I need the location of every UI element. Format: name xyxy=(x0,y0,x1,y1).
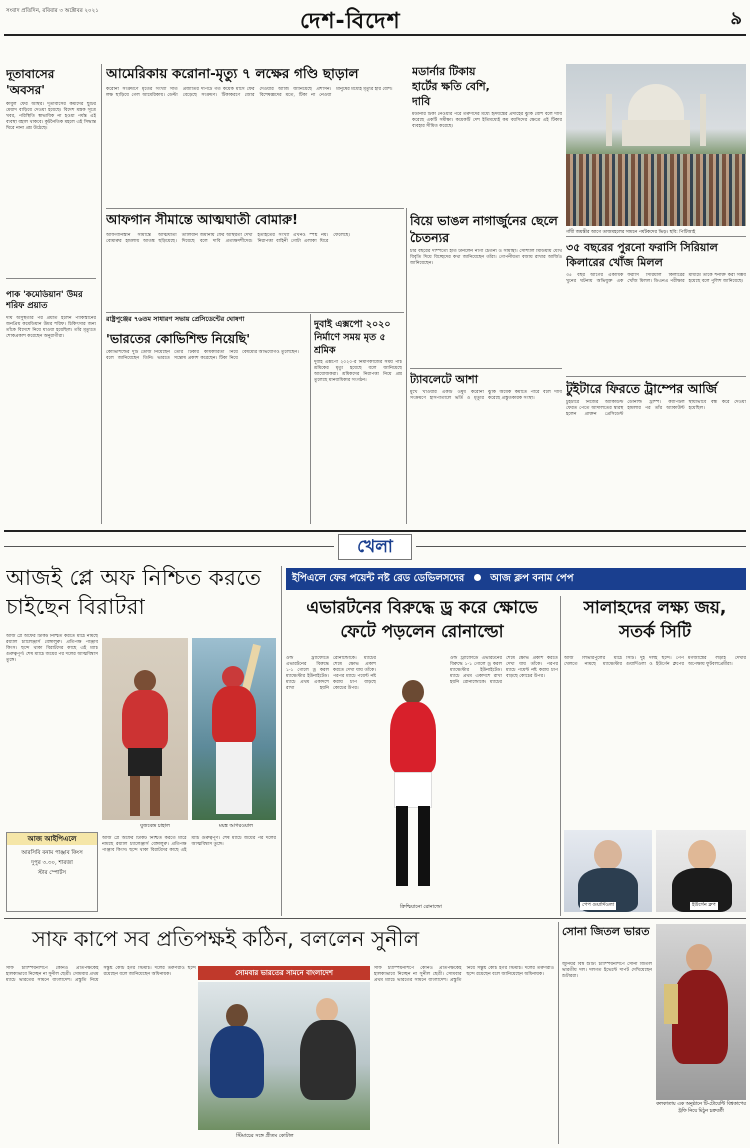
story-dubai xyxy=(314,318,402,522)
paris-body: ৩৫ বছর আগের একাধিক খুনের ঘটনায় অভিযুক্ত এক ফরাসি সিরিয়াল কিলারের খোঁজ মিলল। ডিএনএ পরীক্ষার মাধ্যমে তাকে শনাক্ত করা সম্ভব হয়েছে বলে পুলিশ জানিয়েছে। xyxy=(566,273,746,285)
page-number: ৯ xyxy=(730,8,742,29)
sports-section-label xyxy=(338,534,412,560)
dutavas-headline: দূতাবাসের 'অবসর' xyxy=(6,67,55,97)
trump-body: টুইটারে নিজের অ্যাকাউন্ট ফেরত পেতে আদালতের দ্বারস্থ হলেন প্রাক্তন প্রেসিডেন্ট ডোনাল্ড ট্রাম্প। ক্যাপিটল হামলার পর তাঁর অ্যাকাউন্ট স্থায়ীভাবে বন্ধ করে দেওয়া হয়েছিল। xyxy=(566,400,746,418)
saff-top-rule xyxy=(4,918,746,919)
afghan-headline: আফগান সীমান্তে আত্মঘাতী বোমারু! xyxy=(106,213,298,228)
rcb-photo-right xyxy=(192,638,276,820)
today-box-line3: স্টার স্পোর্টস xyxy=(37,870,67,876)
story-afghan xyxy=(106,212,404,308)
moderna-body: মডার্নার টিকা নেওয়ার পরে তরুণদের মধ্যে হৃদযন্ত্রের প্রদাহের ঝুঁকি বেশি বলে দাবি করেছে একটি সমীক্ষা। কয়েকটি দেশ ইতিমধ্যেই কম বয়সিদের ক্ষেত্রে এই টিকার ব্যবহার সীমিত করেছে। xyxy=(412,112,562,130)
klopp-caption: ইউর্গেন ক্লপ xyxy=(692,902,716,908)
story-paris xyxy=(566,240,746,370)
rcb-body-2: আজ প্লে অফের টিকিট নিশ্চিত করতে মাঠে নামছে রয়্যাল চ্যালেঞ্জার্স বেঙ্গালুরু। প্রতিপক্ষ পাঞ্জাব কিংস। ছন্দে থাকা বিরাটদের কাছে এই ম্যাচ গুরুত্বপূর্ণ। শেষ ম্যাচে জয়ের পর দলের আত্মবিশ্বাস তুঙ্গে। xyxy=(102,836,276,854)
divider xyxy=(4,546,334,547)
story-brazil xyxy=(106,314,306,328)
rcb-caption-right: ময়ঙ্ক আগরওয়াল xyxy=(218,823,254,829)
divider xyxy=(416,546,746,547)
saff-headline: সাফ কাপে সব প্রতিপক্ষই কঠিন, বললেন সুনীল xyxy=(32,927,420,951)
city-headline: সালাহদের লক্ষ্য জয়, সতর্ক সিটি xyxy=(583,598,727,642)
col-divider xyxy=(310,314,311,524)
epl-banner xyxy=(286,568,746,590)
today-box-title: আজ আইপিএলে xyxy=(7,833,97,845)
story-trump xyxy=(566,380,746,522)
sports-top-rule xyxy=(4,530,746,532)
gold-caption: কলকাতায় এক অনুষ্ঠানে টি-টোয়েন্টি বিশ্বকাপের ট্রফি নিয়ে মিঠুন চক্রবর্তী xyxy=(656,1102,746,1114)
rcb-body: আজ প্লে অফের টিকিট নিশ্চিত করতে মাঠে নামছে রয়্যাল চ্যালেঞ্জার্স বেঙ্গালুরু। প্রতিপক্ষ পাঞ্জাব কিংস। ছন্দে থাকা বিরাটদের কাছে এই ম্যাচ গুরুত্বপূর্ণ। শেষ ম্যাচে জয়ের পর দলের আত্মবিশ্বাস তুঙ্গে। xyxy=(6,634,98,664)
story-dutavas xyxy=(6,66,96,274)
saff-body-2: সাফ চ্যাম্পিয়নশিপে কোনও প্রতিপক্ষকেই হালকাভাবে নিচ্ছেন না সুনীল ছেত্রী। সোমবার প্রথম ম্যাচে ভারতের সামনে বাংলাদেশ। প্রস্তুতি নিয়ে সন্তুষ্ট কোচ ইগর স্টিমাচ। দলের তরুণরাও ছন্দে রয়েছেন বলে জানিয়েছেন অধিনায়ক। xyxy=(374,966,554,984)
story-tablet xyxy=(410,372,562,522)
saff-photo xyxy=(198,982,370,1130)
klopp-photo xyxy=(656,830,746,912)
divorce-body: চার বছরের দাম্পত্যে ইতি টানলেন নাগা চৈতন্য ও সামান্থা। সোশ্যাল মিডিয়ায় যৌথ বিবৃতি দিয়ে বিচ্ছেদের কথা জানিয়েছেন তাঁরা। গোপনীয়তা বজায় রাখার আর্জিও জানিয়েছেন। xyxy=(410,249,562,267)
trump-headline: টুইটারে ফিরতে ট্রাম্পের আর্জি xyxy=(566,381,717,396)
taj-caption: গাঁধী জয়ন্তীর আগে তাজমহলের সামনে পর্যটকদের ভিড়। ছবি: পিটিআই xyxy=(566,230,696,235)
taj-photo xyxy=(566,64,746,226)
dubai-body: দুবাই এক্সপো ২০২০-র নির্মাণকাজের সময় পাঁচ শ্রমিকের মৃত্যু হয়েছে বলে জানিয়েছে আয়োজকরা। শ্রমিকদের নিরাপত্তা নিয়ে প্রশ্ন তুলেছে মানবাধিকার সংগঠন। xyxy=(314,360,402,384)
today-box xyxy=(6,832,98,912)
masthead-rule xyxy=(4,34,746,36)
paris-headline: ৩৫ বছরের পুরনো ফরাসি সিরিয়াল কিলারের খোঁজ মিলল xyxy=(566,241,718,269)
moderna-headline: মডার্নার টিকায় হার্টের ক্ষতি বেশি, দাবি xyxy=(412,65,490,108)
rcb-caption-left: যুজবেন্দ্র চাহাল xyxy=(140,823,170,829)
masthead-date: সংবাদ প্রতিদিন, রবিবার ৩ অক্টোবর ২০২১ xyxy=(6,8,99,14)
sports-label-text: খেলা xyxy=(357,537,393,557)
brazil-headline: রাষ্ট্রপুঞ্জের ৭৬তম সাধারণ সভায় প্রেসিডেন্টের ঘোষণা xyxy=(106,315,245,323)
dutavas-body: কাবুল ফের অস্থির। দূতাবাসের কর্মীদের ছুটির মেয়াদ বাড়িয়ে দেওয়া হয়েছে। বিদেশ মন্ত্রক সূত্রে খবর, পরিস্থিতি স্বাভাবিক না হওয়া পর্যন্ত এই ব্যবস্থা বহাল থাকবে। কূটনৈতিক মহলে এই সিদ্ধান্ত ঘিরে নানা প্রশ্ন উঠেছে। xyxy=(6,102,96,132)
commedian-body: দীর্ঘ অসুস্থতার পর প্রয়াত হলেন পাকিস্তানের জনপ্রিয় কমেডিয়ান উমর শরিফ। চিকিৎসার জন্য তাঁকে বিদেশে নিয়ে যাওয়া হয়েছিল। তাঁর মৃত্যুতে শোকপ্রকাশ করেছেন অনুরাগীরা। xyxy=(6,316,96,340)
story-city xyxy=(564,596,746,656)
divorce-headline: বিয়ে ভাঙল নাগার্জুনের ছেলে চৈতন্যর xyxy=(410,213,558,245)
divider xyxy=(6,278,96,279)
ronaldo-body-2: ওল্ড ট্র্যাফোর্ডে এভারটনের বিরুদ্ধে ১-১ গোলে ড্র করল ম্যাঞ্চেস্টার ইউনাইটেড। ম্যাচে প্রথম একাদশে রাখা হয়নি রোনাল্ডোকে। ম্যাচের শেষে ক্ষোভ প্রকাশ করতে দেখা যায় তাঁকে। পরপর ম্যাচে পয়েন্ট নষ্ট করায় চাপ বাড়ছে কোচের উপর। xyxy=(450,656,558,686)
rcb-photo-left xyxy=(102,638,188,820)
commedian-headline: পাক 'কমেডিয়ান' উমর শরিফ প্রয়াত xyxy=(6,290,83,311)
ronaldo-body: ওল্ড ট্র্যাফোর্ডে এভারটনের বিরুদ্ধে ১-১ গোলে ড্র করল ম্যাঞ্চেস্টার ইউনাইটেড। ম্যাচে প্রথম একাদশে রাখা হয়নি রোনাল্ডোকে। ম্যাচের শেষে ক্ষোভ প্রকাশ করতে দেখা যায় তাঁকে। পরপর ম্যাচে পয়েন্ট নষ্ট করায় চাপ বাড়ছে কোচের উপর। xyxy=(286,656,376,692)
ronaldo-photo xyxy=(378,660,448,910)
pep-caption: পেপ গুয়ার্দিওলা xyxy=(582,902,615,908)
today-box-line2: দুপুর ৩.৩০, শারজা xyxy=(31,860,73,866)
col-divider xyxy=(560,596,561,916)
divider xyxy=(106,312,404,313)
story-us-covid xyxy=(106,64,408,204)
masthead-title: দেশ-বিদেশ xyxy=(300,9,401,32)
divider xyxy=(566,376,746,377)
banner-right: আজ ক্লপ বনাম পেপ xyxy=(490,573,574,584)
afghan-body: আফগানিস্তান সীমান্তে আত্মঘাতী বোমারুর হামলায় আতঙ্ক ছড়িয়েছে। তালিবান জমানায় ফের অস্থিরতা দেখা দিয়েছে বলে দাবি প্রত্যক্ষদর্শীদের। হতাহতের সংখ্যা এখনও স্পষ্ট নয়। নিরাপত্তা বাহিনী গোটা এলাকা ঘিরে ফেলেছে। xyxy=(106,233,351,245)
col-divider xyxy=(101,64,102,524)
saff-body: সাফ চ্যাম্পিয়নশিপে কোনও প্রতিপক্ষকেই হালকাভাবে নিচ্ছেন না সুনীল ছেত্রী। সোমবার প্রথম ম্যাচে ভারতের সামনে বাংলাদেশ। প্রস্তুতি নিয়ে সন্তুষ্ট কোচ ইগর স্টিমাচ। দলের তরুণরাও ছন্দে রয়েছেন বলে জানিয়েছেন অধিনায়ক। xyxy=(6,966,196,984)
story-ronaldo xyxy=(286,596,558,656)
saff-tag-text: সোমবার ভারতের সামনে বাংলাদেশ xyxy=(235,969,333,977)
dubai-headline: দুবাই এক্সপো ২০২০ নির্মাণে সময় মৃত ৫ শ্রমিক xyxy=(314,319,391,356)
masthead xyxy=(0,0,750,32)
divider xyxy=(106,208,404,209)
rcb-headline: আজই প্লে অফ নিশ্চিত করতে চাইছেন বিরাটরা xyxy=(6,566,262,620)
banner-left: ইপিএলে ফের পয়েন্ট নষ্ট রেড ডেভিলসদের xyxy=(292,573,465,584)
story-divorce xyxy=(410,212,562,364)
covishield-body: কোভিশিল্ডের দুটি ডোজ নিয়েছেন বলে জানিয়েছেন তিনি। ভারতে তৈরি টিকার কার্যকারিতা নিয়ে সন্তোষ প্রকাশ করেছেন। টিকা নিয়ে বৈষম্যের অভিযোগও তুলেছেন। xyxy=(106,350,299,362)
ronaldo-caption: ক্রিশ্চিয়ানো রোনাল্ডো xyxy=(400,904,442,910)
saff-caption: স্টিমাচের সঙ্গে প্রীতম কোটাল xyxy=(236,1133,294,1139)
today-box-line1: আরসিবি বনাম পাঞ্জাব কিংস xyxy=(21,850,83,856)
city-body: আজ লিভারপুলের মাঠে খেলতে নামছে ম্যাঞ্চেস্টার সিটি। দুই দলই ছন্দে। পেপ গুয়ার্দিওলা ও ইউর্গেন ক্লপের মগজাস্ত্রের লড়াই দেখার অপেক্ষায় ফুটবলপ্রেমীরা। xyxy=(564,656,746,668)
tablet-body: মুখে খাওয়ার একটি ওষুধ করোনা সংক্রমণে হাসপাতালে ভর্তি ও মৃত্যুর ঝুঁকি অর্ধেক কমাতে পারে বলে দাবি করেছে প্রস্তুতকারক সংস্থা। xyxy=(410,390,562,402)
col-divider xyxy=(281,566,282,916)
gold-photo xyxy=(656,924,746,1100)
divider xyxy=(566,236,746,237)
ronaldo-headline: এভারটনের বিরুদ্ধে ড্র করে ক্ষোভে ফেটে পড়লেন রোনাল্ডো xyxy=(306,598,538,642)
pep-photo xyxy=(564,830,652,912)
story-commedian xyxy=(6,290,96,520)
col-divider xyxy=(558,922,559,1144)
banner-dot-icon xyxy=(474,574,481,581)
story-covishield xyxy=(106,330,306,522)
gold-headline: সোনা জিতল ভারত xyxy=(562,925,650,938)
divider xyxy=(410,368,562,369)
story-saff xyxy=(6,922,554,962)
covishield-headline: 'ভারতের কোভিশিল্ড নিয়েছি' xyxy=(106,331,251,346)
col-divider xyxy=(406,208,407,524)
us-covid-body: করোনা সংক্রমণে মৃতের সংখ্যা সাত লক্ষ ছাড়িয়ে গেল আমেরিকায়। ডেল্টা প্রজাতির দাপটে গত কয়েক মাসে ফের বেড়েছে সংক্রমণ। টিকাকরণে জোর দেওয়ার আর্জি জানিয়েছে প্রশাসন। বিশেষজ্ঞদের মতে, টিকা না নেওয়া মানুষের মধ্যেই মৃত্যুর হার বেশি। xyxy=(106,87,393,99)
us-covid-headline: আমেরিকায় করোনা-মৃত্যু ৭ লক্ষের গণ্ডি ছাড়াল xyxy=(106,66,359,82)
tablet-headline: ট্যাবলেটে আশা xyxy=(410,373,478,386)
saff-tag xyxy=(198,966,370,980)
gold-body: জুনিয়র বিশ্ব শুটিং চ্যাম্পিয়নশিপে সোনা জিতল ভারতীয় দল। দলগত ইভেন্টে দাপট দেখিয়েছেন শুটাররা। xyxy=(562,962,652,980)
